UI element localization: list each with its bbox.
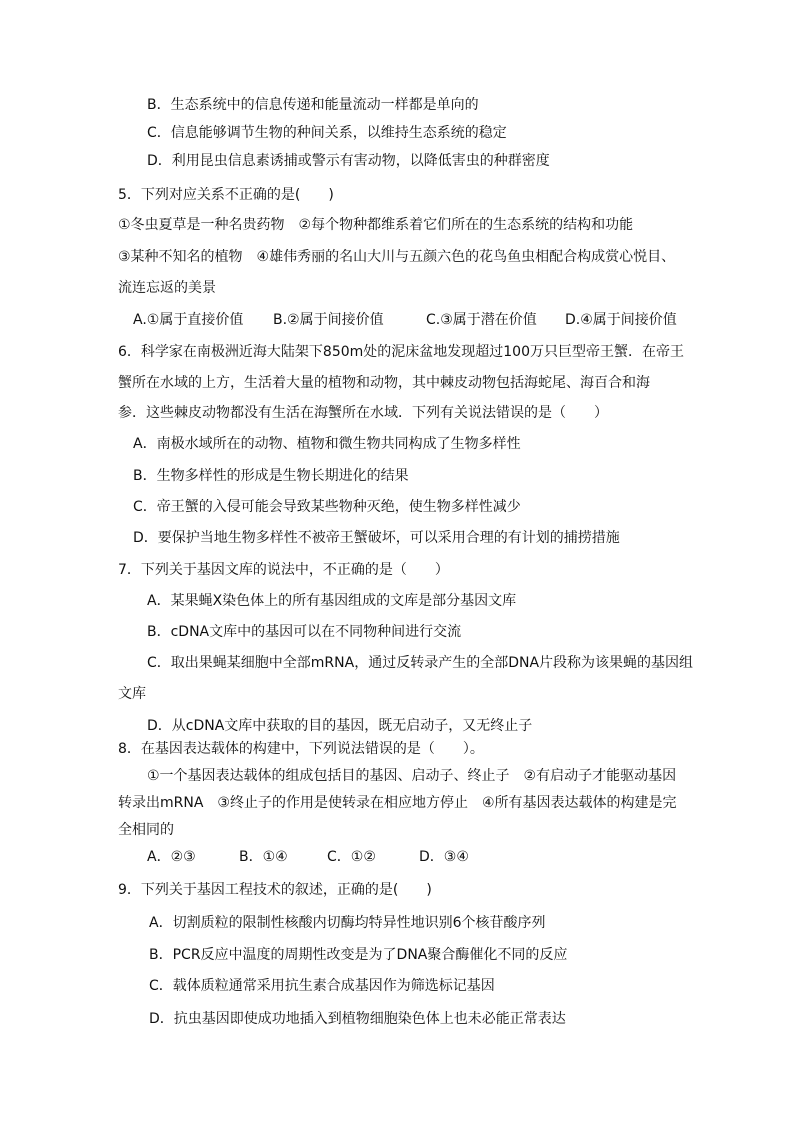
q4-option-d: D．利用昆虫信息素诱捕或警示有害动物，以降低害虫的种群密度 [147, 153, 550, 169]
q5-line-3: 流连忘返的美景 [118, 280, 216, 296]
q6-stem-3: 参．这些棘皮动物都没有生活在海蟹所在水域．下列有关说法错误的是（ ） [118, 405, 608, 421]
q9-stem: 9．下列关于基因工程技术的叙述，正确的是( ) [118, 882, 432, 898]
q6-option-a: A．南极水域所在的动物、植物和微生物共同构成了生物多样性 [133, 436, 521, 452]
q9-option-b: B．PCR反应中温度的周期性改变是为了DNA聚合酶催化不同的反应 [149, 947, 568, 963]
q7-option-c-line-2: 文库 [118, 686, 146, 702]
q8-line-1: ①一个基因表达载体的组成包括目的基因、启动子、终止子 ②有启动子才能驱动基因 [147, 768, 677, 784]
q5-option-c: C.③属于潜在价值 [426, 312, 537, 328]
q5-stem: 5．下列对应关系不正确的是( ) [118, 187, 334, 203]
q5-option-b: B.②属于间接价值 [273, 312, 384, 328]
q4-option-c: C．信息能够调节生物的种间关系，以维持生态系统的稳定 [147, 125, 507, 141]
q6-option-b: B．生物多样性的形成是生物长期进化的结果 [133, 468, 409, 484]
q7-option-a: A．某果蝇X染色体上的所有基因组成的文库是部分基因文库 [147, 593, 517, 609]
q9-option-c: C．载体质粒通常采用抗生素合成基因作为筛选标记基因 [149, 978, 495, 994]
q7-option-c-line-1: C．取出果蝇某细胞中全部mRNA，通过反转录产生的全部DNA片段称为该果蝇的基因组 [147, 655, 694, 671]
q7-option-d: D．从cDNA文库中获取的目的基因，既无启动子，又无终止子 [147, 718, 533, 734]
q4-option-b: B．生态系统中的信息传递和能量流动一样都是单向的 [147, 97, 479, 113]
q7-option-b: B．cDNA文库中的基因可以在不同物种间进行交流 [147, 624, 462, 640]
q8-option-a: A．②③ [147, 849, 196, 865]
q8-stem: 8．在基因表达载体的构建中，下列说法错误的是（ ）。 [118, 741, 484, 757]
q8-option-b: B．①④ [239, 849, 288, 865]
q9-option-a: A．切割质粒的限制性核酸内切酶均特异性地识别6个核苷酸序列 [149, 915, 546, 931]
q9-option-d: D．抗虫基因即使成功地插入到植物细胞染色体上也未必能正常表达 [149, 1011, 566, 1027]
q6-stem-2: 蟹所在水域的上方，生活着大量的植物和动物，其中棘皮动物包括海蛇尾、海百合和海 [118, 375, 650, 391]
q8-line-2: 转录出mRNA ③终止子的作用是使转录在相应地方停止 ④所有基因表达载体的构建是完 [118, 795, 677, 811]
q7-stem: 7．下列关于基因文库的说法中，不正确的是（ ） [118, 562, 449, 578]
q8-line-3: 全相同的 [118, 822, 174, 838]
q5-line-2: ③某种不知名的植物 ④雄伟秀丽的名山大川与五颜六色的花鸟鱼虫相配合构成赏心悦目、 [118, 249, 676, 265]
q6-stem-1: 6．科学家在南极洲近海大陆架下850m处的泥床盆地发现超过100万只巨型帝王蟹．在帝王 [118, 344, 684, 360]
q6-option-d: D．要保护当地生物多样性不被帝王蟹破坏，可以采用合理的有计划的捕捞措施 [133, 530, 620, 546]
q6-option-c: C．帝王蟹的入侵可能会导致某些物种灭绝，使生物多样性减少 [133, 499, 521, 515]
q5-option-a: A.①属于直接价值 [133, 312, 244, 328]
q5-option-d: D.④属于间接价值 [565, 312, 677, 328]
q8-option-c: C．①② [327, 849, 376, 865]
q5-line-1: ①冬虫夏草是一种名贵药物 ②每个物种都维系着它们所在的生态系统的结构和功能 [118, 217, 634, 233]
q8-option-d: D．③④ [419, 849, 469, 865]
